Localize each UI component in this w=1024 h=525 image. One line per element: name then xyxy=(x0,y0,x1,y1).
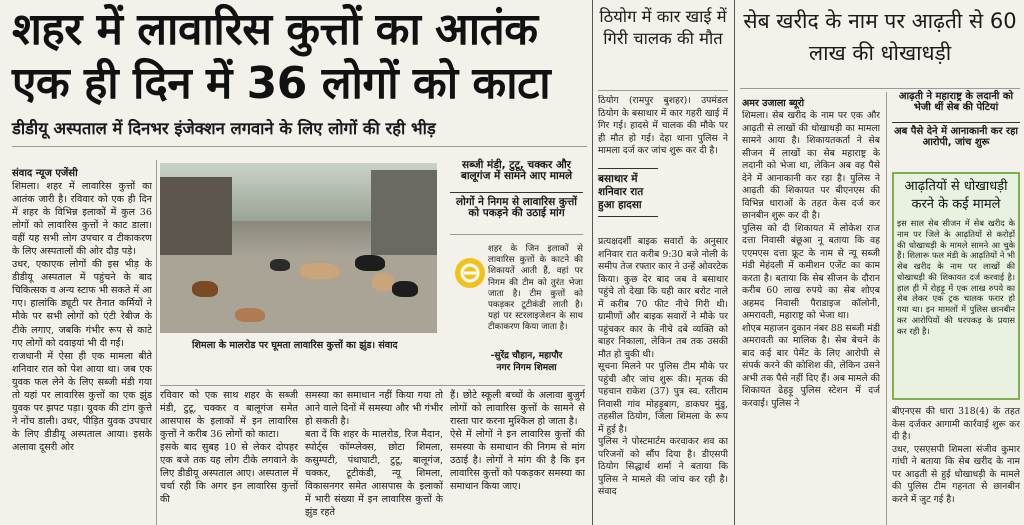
theog-body-a: ठियोग (रामपुर बुशहर)। उपमंडल ठियोग के बसाथार में कार गहरी खाई में गिर गई। हादसे में चालक की मौके पर ही मौत हो गई। देहा थाना पुलिस ने मामला दर्ज कर जांच शुरू कर दी है। xyxy=(598,95,728,157)
theog-headline-rule xyxy=(598,90,728,91)
seb-aside-sub: अब पैसे देने में आनाकानी कर रहा आरोपी, जांच शुरू xyxy=(893,126,1019,148)
seb-headline-rule xyxy=(740,88,1020,89)
seb-col2-tail: बीएनएस की धारा 318(4) के तहत केस दर्जकर आगामी कार्रवाई शुरू कर दी है। उधर, एसएसपी शिमला संजीव कुमार गांधी ने बताया कि सेब खरीद के नाम पर आढ़ती से हुई धोखाधड़ी के मामले की पुलिस टीम गहनता से छानबीन करने में जुट गई है। xyxy=(892,406,1020,505)
main-headline-line2: एक ही दिन में 36 लोगों को काटा xyxy=(12,58,551,109)
quote-org: नगर निगम शिमला xyxy=(496,363,557,373)
theog-body-b: प्रत्यक्षदर्शी बाइक सवारों के अनुसार शनिवार रात करीब 9:30 बजे नोली के समीप तेज रफ्तार कार ने उन्हें ओवरटेक किया। कुछ देर बाद जब वे बसाथार पहुंचे तो देखा कि यही कार बरोट नाले में करीब 70 फीट नीचे गिरी थी। ग्रामीणों और बाइक सवारों ने मौके पर पहुंचकर कार के नीचे दबे व्यक्ति को बाहर निकाला, लेकिन तब तक उसकी मौत हो चुकी थी। सूचना मिलने पर पुलिस टीम मौके पर पहुंची और जांच शुरू की। मृतक की पहचान राकेश (37) पुत्र स्व. रतीराम निवासी गांव मोहड़ूबाग, डाकघर मुंडु, तहसील ठियोग, जिला शिमला के रूप में हुई है। पुलिस ने पोस्टमार्टम करवाकर शव का परिजनों को सौंप दिया है। डीएसपी ठियोग सिद्धार्थ शर्मा ने बताया कि पुलिस ने मामले की जांच कर रही है। संवाद xyxy=(598,236,728,498)
photo-bottom-rule xyxy=(160,385,585,386)
theog-headline: ठियोग में कार खाई में गिरी चालक की मौत xyxy=(599,7,727,49)
photo-caption: शिमला के मालरोड पर घूमता लावारिस कुत्तों का झुंड। संवाद xyxy=(192,340,398,351)
main-col4-text: हैं। छोटे स्कूली बच्चों के अलावा बुजुर्ग लोगों को लावारिस कुत्तों के सामने से रास्ता पार करना मुश्किल हो जाता है। ऐसे में लोगों ने इन लावारिस कुत्तों की समस्या के समाधान की निगम से मांग उठाई है। लोगों ने मांग की है कि इन लावारिस कुत्तों को पकड़कर समस्या का समाधान किया जाए। xyxy=(450,390,585,493)
side-box-sub: लोगों ने निगम से लावारिस कुत्तों को पकड़ने की उठाई मांग xyxy=(456,196,577,220)
quote-name: -सुरेंद्र चौहान, महापौर xyxy=(490,351,563,361)
quote-text: शहर के जिन इलाकों से लावारिस कुत्तों के काटने की शिकायतें आती हैं, वहां पर निगम की टीम को तुरंत भेजा जाता है। टीम कुत्तों को पकड़कर टूटीकंडी लाती है। यहां पर स्टरलाइजेशन के साथ टीकाकरण किया जाता है। xyxy=(488,244,583,333)
side-box-head: सब्जी मंडी, टुटू, चक्कर और बालूगंज में सामने आए मामले xyxy=(460,159,573,183)
seb-headline: सेब खरीद के नाम पर आढ़ती से 60 लाख की धोखाधड़ी xyxy=(743,9,1017,65)
side-box-rule xyxy=(450,192,583,193)
main-col3-text: समस्या का समाधान नहीं किया गया तो आने वाले दिनों में समस्या और भी गंभीर हो सकती है। बता दें कि शहर के मालरोड, रिज मैदान, स्पोर्ट्स कॉम्प्लेक्स, छोटा शिमला, कसुम्पटी, पंथाघाटी, टुटू, बालूगंज, चक्कर, टूटीकंडी, न्यू शिमला, विकासनगर समेत आसपास के इलाकों में भारी संख्या में इन लावारिस कुत्तों के झुंड रहते xyxy=(305,390,443,519)
seb-aside-rule xyxy=(892,122,1020,123)
main-headline-line1: शहर में लावारिस कुत्तों का आतंक xyxy=(12,4,538,55)
seb-col-rule xyxy=(886,92,887,525)
stray-dogs-photo xyxy=(160,163,437,333)
main-subhead: डीडीयू अस्पताल में दिनभर इंजेक्शन लगवाने के लिए लोगों की रही भीड़ xyxy=(12,119,436,138)
seb-green-head: आढ़तियों से धोखाधड़ी करने के कई मामले xyxy=(904,179,1008,212)
theog-right-rule xyxy=(734,0,735,525)
main-byline: संवाद न्यूज एजेंसी xyxy=(12,168,78,179)
seb-byline: अमर उजाला ब्यूरो xyxy=(742,98,805,109)
main-right-rule xyxy=(592,0,593,525)
theog-sub-box: बसाथार में शनिवार रात हुआ हादसा xyxy=(598,168,658,217)
seb-aside-head: आढ़ती ने महाराष्ट्र के लदानी को भेजी थीं सेब की पेटियां xyxy=(898,91,1014,113)
main-col2-text: रविवार को एक साथ शहर के सब्जी मंडी, टुटू, चक्कर व बालूगंज समेत आसपास के इलाकों में इन लावारिस कुत्तों ने करीब 36 लोगों को काटा। इसके बाद सुबह 10 से लेकर दोपहर एक बजे तक यह लोग टीके लगवाने के लिए डीडीयू अस्पताल आए। अस्पताल में चर्चा रही कि अगर इन लावारिस कुत्तों की xyxy=(160,390,298,506)
main-col1-text: शिमला। शहर में लावारिस कुत्तों का आतंक जारी है। रविवार को एक ही दिन में शहर के विभिन्न इलाकों में कुल 36 लोगों को लावारिस कुत्तों ने काट डाला। वहीं यह सभी लोग उपचार व टीकाकरण के लिए अस्पतालों की ओर दौड़ पड़े। उधर, एकाएक लोगों की इस भीड़ के डीडीयू अस्पताल में पहुंचने के बाद चिकित्सक व अन्य स्टाफ भी सकते में आ गए। हालांकि ड्यूटी पर तैनात कर्मियों ने मौके पर सभी लोगों को एंटी रेबीज के टीके लगाए, जबकि गंभीर रूप से काटे गए लोगों को दवाइयां भी दी गईं। राजधानी में ऐसा ही एक मामला बीते शनिवार रात को पेश आया था। जब एक युवक फल लेने के लिए सब्जी मंडी गया तो यहां पर लावारिस कुत्तों का एक झुंड युवक पर झपट पड़ा। युवक की टांग कुत्ते ने नोंच डाली। उधर, पीड़ित युवक उपचार के लिए डीडीयू अस्पताल आया। इसके अलावा दूसरी ओर xyxy=(12,181,152,453)
main-col-rule-1 xyxy=(156,160,157,525)
subhead-rule xyxy=(12,146,587,147)
seb-col1-text: शिमला। सेब खरीद के नाम पर एक और आढ़ती से लाखों की धोखाधड़ी का मामला सामने आया है। शिकायतकर्ता ने सेब सीजन में लाखों का सेब महाराष्ट्र के लदानी को भेजा था, लेकिन अब वह पैसे देने में आनाकानी कर रहा है। पुलिस ने आढ़ती की शिकायत पर बीएनएस की विभिन्न धाराओं के तहत केस दर्ज कर छानबीन शुरू कर दी है। पुलिस को दी शिकायत में लोकेश राज दत्ता निवासी बंछूआ नू बताया कि वह एएमएस दत्ता फ्रूट के नाम से न्यू सब्जी मंडी मेहंदली में कमीशन एजेंट का काम करता है। बताया कि सेब सीजन के दौरान करीब 60 लाख रुपये का सेब शोएब अहमद निवासी पैराडाइज कॉलोनी, अमरावती, महाराष्ट्र को भेजा था। शोएब महाजन दुकान नंबर 88 सब्जी मंडी अमरावती का मालिक है। सेब बेचने के बाद कई बार पेमेंट के लिए आरोपी से संपर्क करने की कोशिश की, लेकिन उसने अभी तक पैसे नहीं दिए हैं। अब मामले की शिकायत ढेहड़ू पुलिस स्टेशन में दर्ज करवाई। पुलिस ने xyxy=(742,110,880,409)
quote-icon xyxy=(455,258,485,288)
seb-green-body: इस साल सेब सीजन में सेब खरीद के नाम पर जिले के आढ़तियों से करोड़ों की धोखाधड़ी के मामले सामने आ चुके हैं। शिलारू फल मंडी के आढ़तियों ने भी सेब खरीद के नाम पर लाखों की धोखाधड़ी की शिकायत दर्ज करवाई है। हाल ही में रोहड़ू में एक लाख रुपये का सेब लेकर एक ट्रक चालक फरार हो गया था। इन मामलों में पुलिस छानबीन कर आरोपियों की धरपकड़ के प्रयास कर रही है। xyxy=(897,218,1015,336)
